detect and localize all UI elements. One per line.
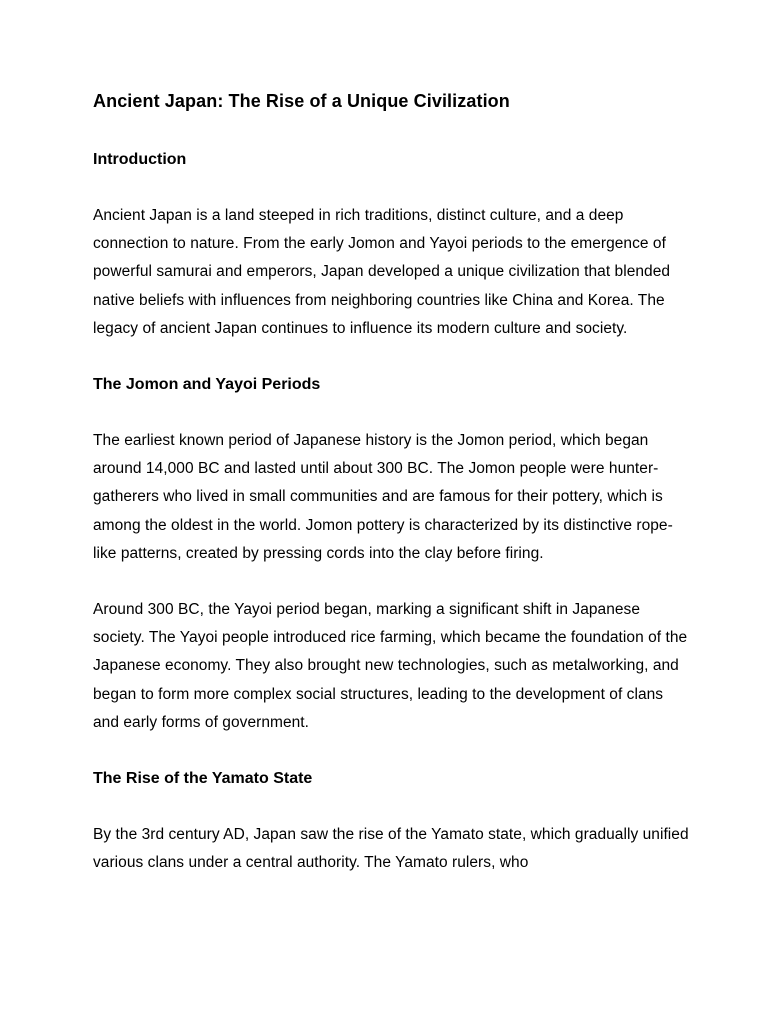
paragraph-yayoi: Around 300 BC, the Yayoi period began, marking a significant shift in Japanese society. The Yayoi people introduced rice farming, which became the foundation of the Japanese economy. They also brought new technologies, such as metalworking, and began to form more complex social structures, leading to the development of clans and early forms of government. bbox=[93, 601, 688, 731]
document-title: Ancient Japan: The Rise of a Unique Civilization bbox=[93, 91, 510, 111]
section-heading-yamato: The Rise of the Yamato State bbox=[93, 770, 313, 788]
section-heading-introduction: Introduction bbox=[93, 151, 187, 168]
section-heading-jomon-yayoi: The Jomon and Yayoi Periods bbox=[93, 376, 321, 394]
paragraph-jomon: The earliest known period of Japanese history is the Jomon period, which began around 14,000 BC and lasted until about 300 BC. The Jomon people were hunter-gatherers who lived in small communities and are famous for their pottery, which is among the oldest in the world. Jomon pottery is characterized by its distinctive rope-like patterns, created by pressing cords into the clay before firing. bbox=[93, 432, 673, 562]
paragraph-yamato: By the 3rd century AD, Japan saw the rise of the Yamato state, which gradually unified various clans under a central authority. The Yamato rulers, who bbox=[93, 826, 689, 872]
document-body bbox=[93, 86, 693, 877]
paragraph-introduction: Ancient Japan is a land steeped in rich traditions, distinct culture, and a deep connection to nature. From the early Jomon and Yayoi periods to the emergence of powerful samurai and emperors, Japan developed a unique civilization that blended native beliefs with influences from neighboring countries like China and Korea. The legacy of ancient Japan continues to influence its modern culture and society. bbox=[93, 207, 671, 337]
